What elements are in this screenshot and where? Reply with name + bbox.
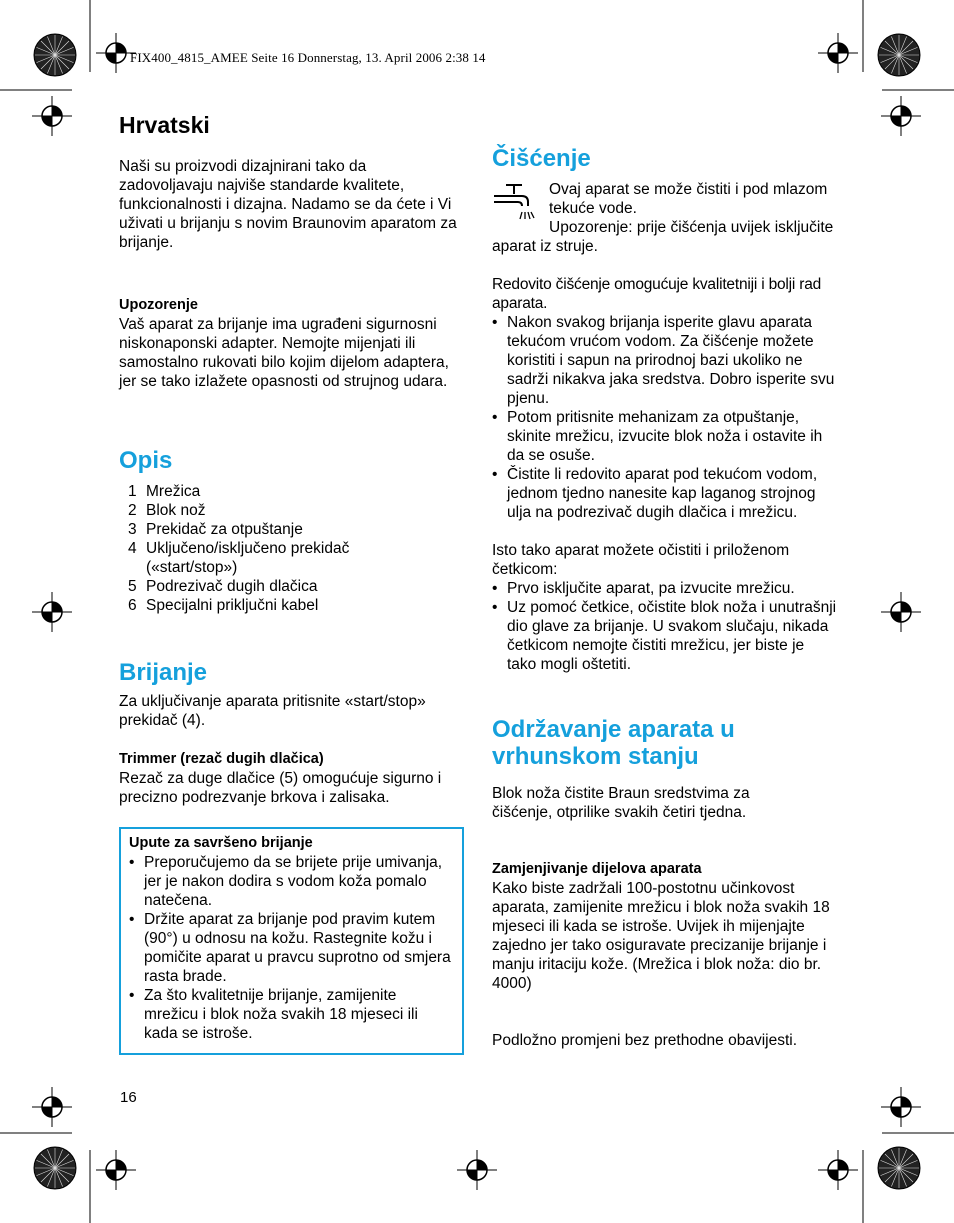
intro-paragraph: Naši su proizvodi dizajnirani tako da zadovoljavaju najviše standarde kvalitete, funkcionalnosti i dizajna. Nadamo se da ćete i Vi uživati u brijanju s novim Braunovim aparatom za brijanje. xyxy=(119,158,457,251)
registration-mark-icon xyxy=(32,1087,72,1127)
language-title: Hrvatski xyxy=(119,112,210,138)
registration-mark-icon xyxy=(32,96,72,136)
cleaning-paragraph: Redovito čišćenje omogućuje kvalitetniji i bolji rad aparata. xyxy=(492,276,822,312)
list-item: • Prvo isključite aparat, pa izvucite mrežicu. xyxy=(492,579,837,598)
trimmer-heading: Trimmer (rezač dugih dlačica) xyxy=(119,751,324,767)
list-item: • Uz pomoć četkice, očistite blok noža i unutrašnji dio glave za brijanje. U svakom slučaju, nikada četkicom nemojte čistiti mrežicu, jer biste je tako mogli oštetiti. xyxy=(492,598,837,674)
list-item: • Preporučujemo da se brijete prije umivanja, jer je nakon dodira s vodom koža pomalo natečena. xyxy=(129,853,454,910)
list-item: • Nakon svakog brijanja isperite glavu aparata tekućom vrućom vodom. Za čišćenje možete koristiti i sapun na prirodnoj bazi ukoliko ne sadrži nikakva jaka sredstva. Dobro isperite svu pjenu. xyxy=(492,313,837,408)
page-number: 16 xyxy=(120,1089,137,1106)
water-tap-icon xyxy=(492,182,540,222)
tips-list xyxy=(129,853,454,1043)
registration-mark-icon xyxy=(881,592,921,632)
trimmer-text: Rezač za duge dlačice (5) omogućuje sigurno i precizno podrezvanje brkova i zalisaka. xyxy=(119,770,442,806)
cleaning-list xyxy=(492,313,837,522)
color-wheel-icon xyxy=(878,34,920,76)
left-column xyxy=(119,112,464,1055)
list-item: 2 Blok nož xyxy=(128,502,206,519)
file-header-line: FIX400_4815_AMEE Seite 16 Donnerstag, 13. April 2006 2:38 14 xyxy=(130,50,486,65)
warning-text: Vaš aparat za brijanje ima ugrađeni sigurnosni niskonaponski adapter. Nemojte mijenjati ili samostalno rukovati bilo kojim dijelom adaptera, jer se tako izlažete opasnosti od strujnog udara. xyxy=(119,316,449,390)
replacement-text: Kako biste zadržali 100-postotnu učinkovost aparata, zamijenite mrežicu i blok noža svakih 18 mjeseci ili kada se istroše. Uvijek ih mijenjajte zajedno jer tako osiguravate precizanije brijanje i manju iritaciju kože. (Mrežica i blok noža: dio br. 4000) xyxy=(492,880,830,992)
list-item: 5 Podrezivač dugih dlačica xyxy=(128,578,318,595)
brush-paragraph: Isto tako aparat možete očistiti i priloženom četkicom: xyxy=(492,542,790,578)
list-item: 4 Uključeno/isključeno prekidač («start/stop») xyxy=(128,540,350,576)
replacement-heading: Zamjenjivanje dijelova aparata xyxy=(492,861,702,877)
registration-mark-icon xyxy=(96,1150,136,1190)
list-item: 6 Specijalni priključni kabel xyxy=(128,597,319,614)
list-item: • Potom pritisnite mehanizam za otpuštanje, skinite mrežicu, izvucite blok noža i ostavite ih da se osuše. xyxy=(492,408,837,465)
section-title-brijanje: Brijanje xyxy=(119,659,208,686)
footer-note: Podložno promjeni bez prethodne obavijesti. xyxy=(492,1032,798,1049)
tips-heading: Upute za savršeno brijanje xyxy=(129,835,313,851)
list-item: 3 Prekidač za otpuštanje xyxy=(128,521,303,538)
parts-list xyxy=(119,482,464,615)
registration-mark-icon xyxy=(881,96,921,136)
registration-mark-icon xyxy=(818,1150,858,1190)
brijanje-text: Za uključivanje aparata pritisnite «start/stop» prekidač (4). xyxy=(119,693,426,729)
tips-box xyxy=(119,827,464,1055)
list-item: 1 Mrežica xyxy=(128,483,201,500)
warning-heading: Upozorenje xyxy=(119,297,198,313)
cleaning-intro-text: Ovaj aparat se može čistiti i pod mlazom tekuće vode. xyxy=(549,181,828,217)
list-item: • Čistite li redovito aparat pod tekućom vodom, jednom tjedno nanesite kap laganog strojnog ulja na podrezivač dugih dlačica i mrežicu. xyxy=(492,465,837,522)
registration-mark-icon xyxy=(32,592,72,632)
list-item: • Držite aparat za brijanje pod pravim kutem (90°) u odnosu na kožu. Rastegnite kožu i pomičite aparat u pravcu suprotno od smjera rasta brade. xyxy=(129,910,454,986)
registration-mark-icon xyxy=(881,1087,921,1127)
color-wheel-icon xyxy=(878,1147,920,1189)
color-wheel-icon xyxy=(34,1147,76,1189)
right-column xyxy=(492,145,837,1050)
section-title-odrzavanje: Održavanje aparata u vrhunskom stanju xyxy=(492,716,735,770)
cleaning-intro xyxy=(492,180,837,256)
registration-mark-icon xyxy=(457,1150,497,1190)
section-title-ciscenje: Čišćenje xyxy=(492,145,591,172)
color-wheel-icon xyxy=(34,34,76,76)
cleaning-warning: Upozorenje: prije čišćenja uvijek isključite aparat iz struje. xyxy=(492,219,834,255)
registration-mark-icon xyxy=(818,33,858,73)
brush-list xyxy=(492,579,837,674)
section-title-opis: Opis xyxy=(119,447,173,474)
list-item: • Za što kvalitetnije brijanje, zamijenite mrežicu i blok noža svakih 18 mjeseci ili kada se istroše. xyxy=(129,986,454,1043)
maintenance-text: Blok noža čistite Braun sredstvima za čišćenje, otprilike svakih četiri tjedna. xyxy=(492,785,750,821)
